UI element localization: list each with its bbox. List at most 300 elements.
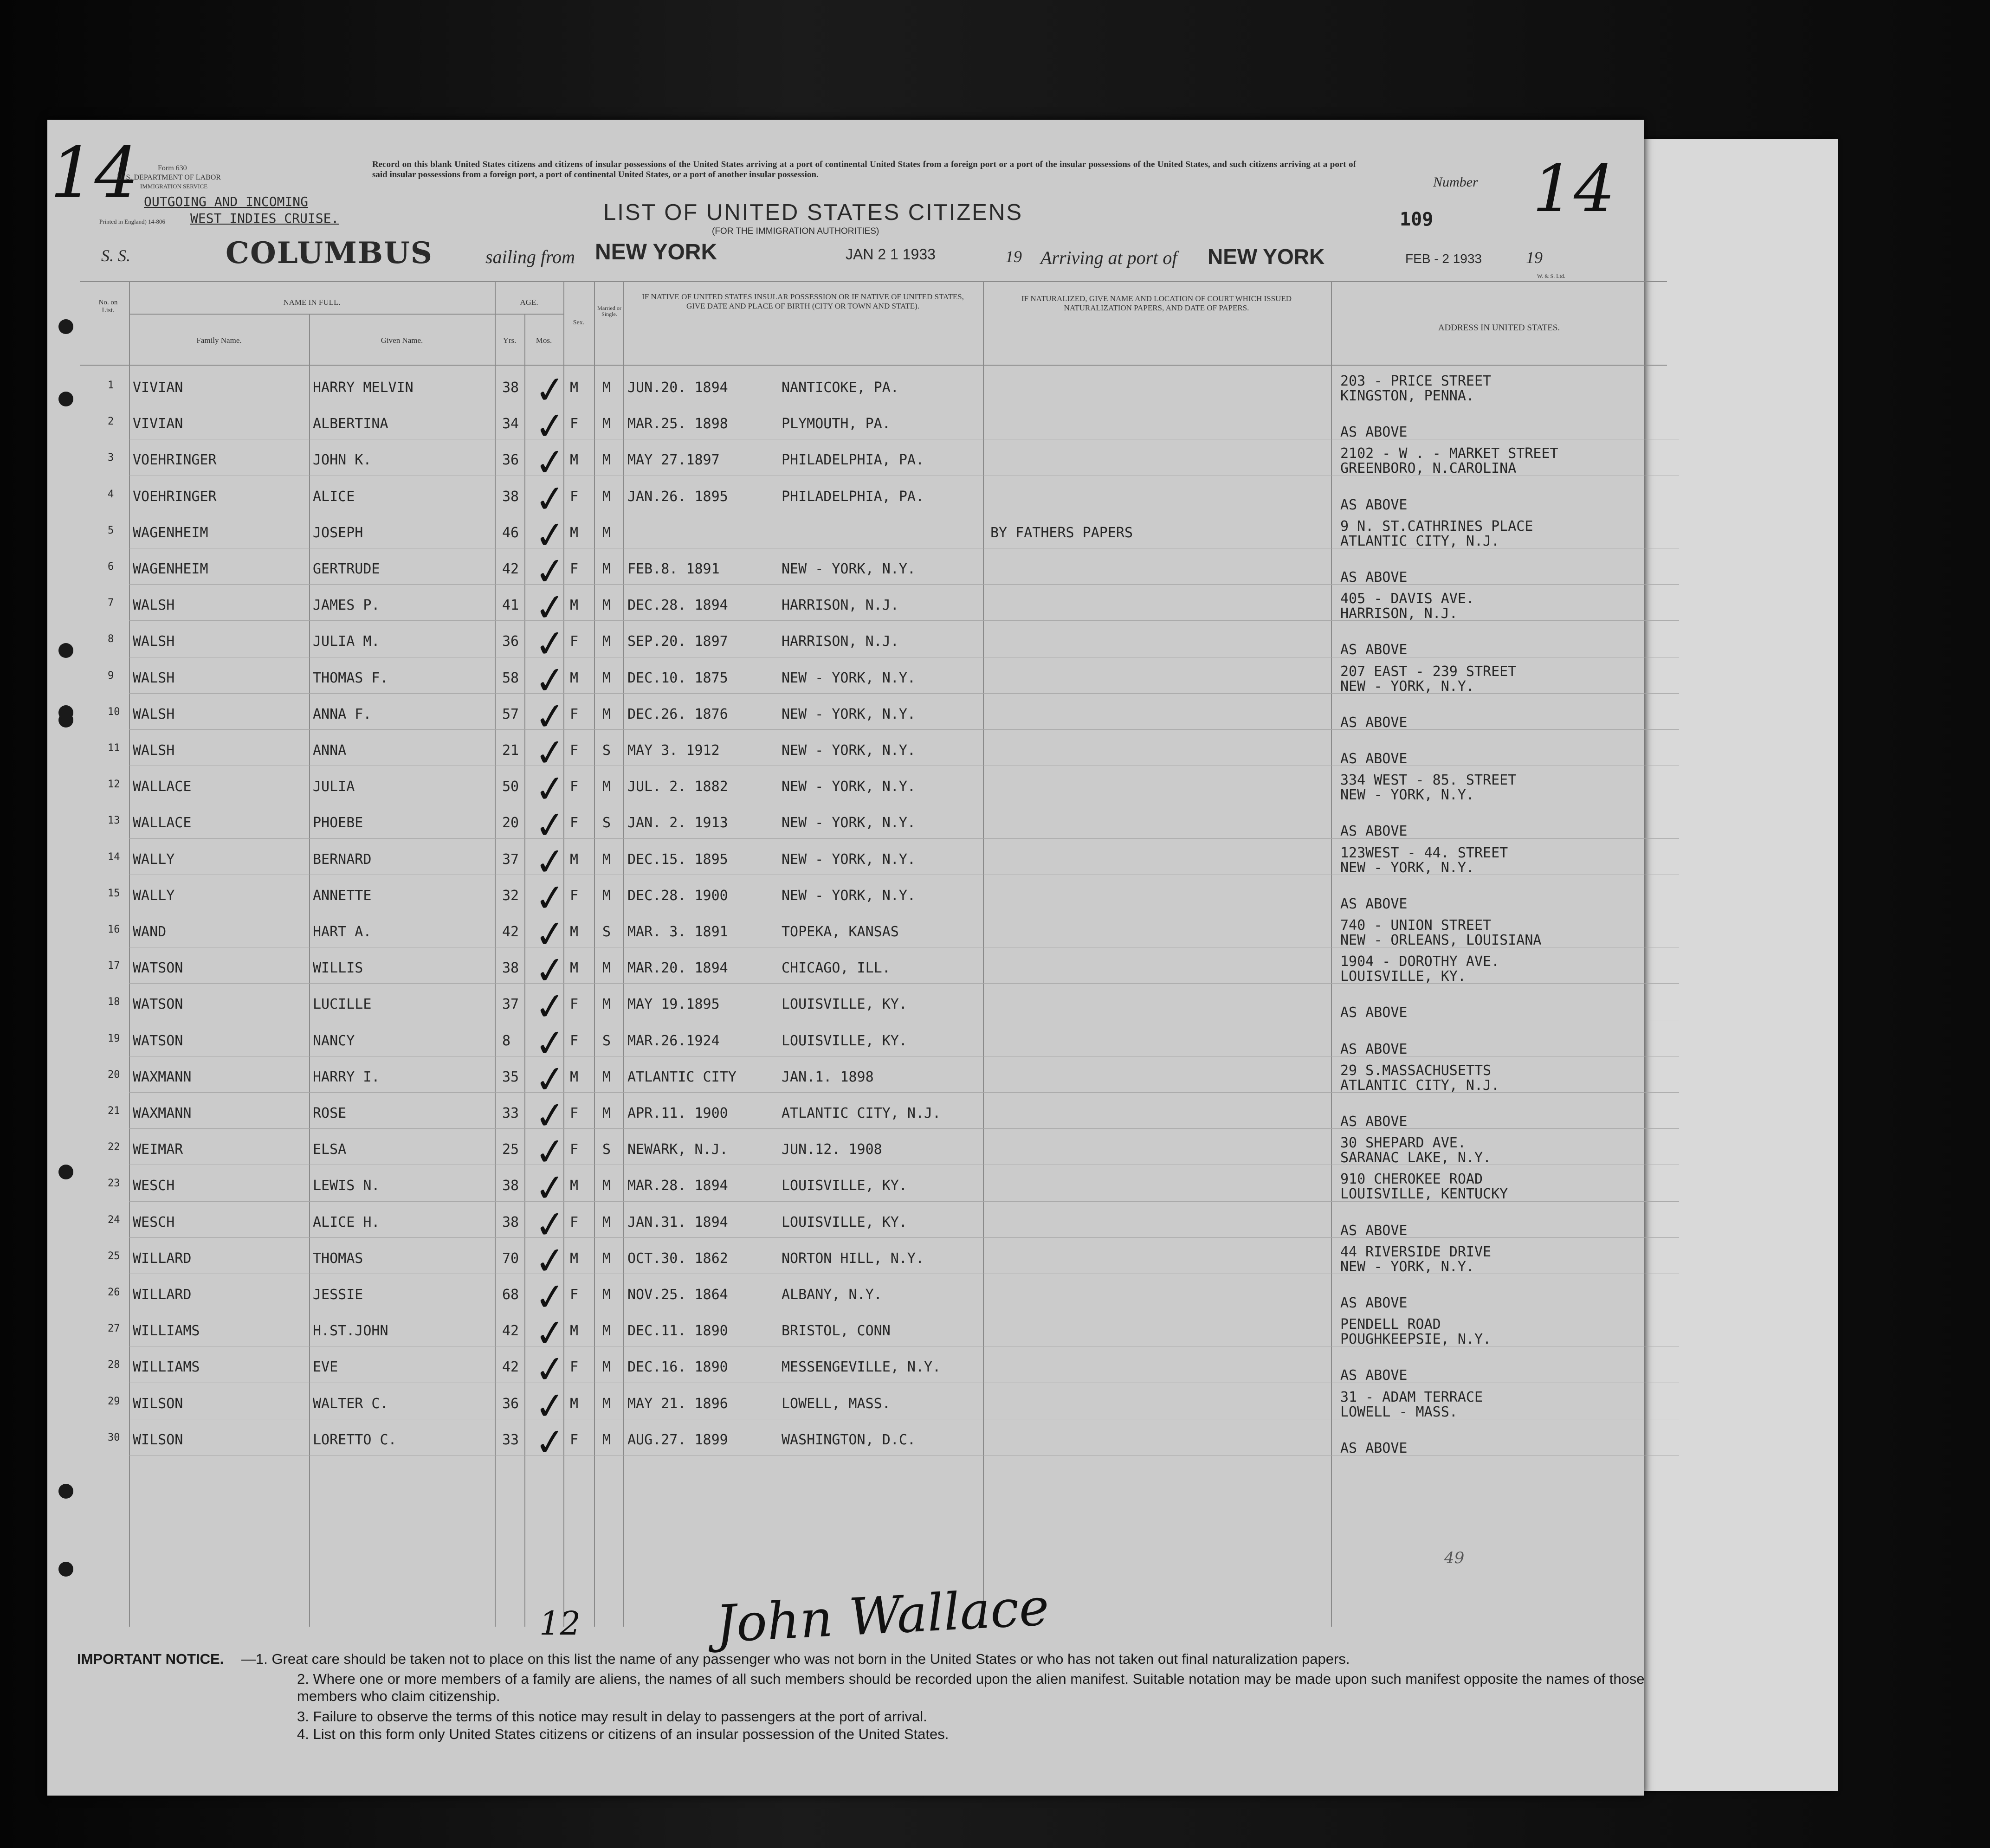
arrival-date: FEB - 2 1933 xyxy=(1405,251,1482,266)
marital-status: M xyxy=(602,996,611,1013)
age-years: 21 xyxy=(502,742,519,759)
given-name: BERNARD xyxy=(313,851,372,868)
check-mark-icon: ✓ xyxy=(532,548,568,595)
marital-status: M xyxy=(602,706,611,722)
birth-place: ATLANTIC CITY, N.J. xyxy=(782,1105,941,1121)
sex: F xyxy=(570,1287,579,1303)
ship-name: COLUMBUS xyxy=(226,236,433,270)
sex: F xyxy=(570,633,579,650)
row-number: 12 xyxy=(108,779,120,791)
address-line-2: LOUISVILLE, KENTUCKY xyxy=(1340,1186,1508,1203)
row-number: 3 xyxy=(108,452,114,464)
sex: F xyxy=(570,779,579,795)
given-name: LEWIS N. xyxy=(313,1178,380,1194)
age-years: 34 xyxy=(502,416,519,432)
check-mark-icon: ✓ xyxy=(532,476,568,522)
marital-status: M xyxy=(602,1431,611,1448)
birth-date: JAN.26. 1895 xyxy=(627,488,728,505)
given-name: EVE xyxy=(313,1359,338,1376)
family-name: WAXMANN xyxy=(133,1105,192,1121)
marital-status: M xyxy=(602,633,611,650)
row-number: 2 xyxy=(108,416,114,428)
naturalization: BY FATHERS PAPERS xyxy=(990,524,1133,541)
birth-place: NEW - YORK, N.Y. xyxy=(782,815,916,831)
given-name: GERTRUDE xyxy=(313,561,380,577)
age-years: 42 xyxy=(502,1323,519,1339)
birth-date: DEC.28. 1894 xyxy=(627,597,728,614)
age-years: 38 xyxy=(502,1178,519,1194)
col-no-header: No. on List. xyxy=(98,299,118,314)
sex: M xyxy=(570,380,579,396)
address-line-2: NEW - ORLEANS, LOUISIANA xyxy=(1340,932,1542,948)
sex: F xyxy=(570,416,579,432)
given-name: THOMAS F. xyxy=(313,670,388,686)
address-line-2: GREENBORO, N.CAROLINA xyxy=(1340,460,1517,477)
sex: F xyxy=(570,887,579,904)
address-line-2: POUGHKEEPSIE, N.Y. xyxy=(1340,1331,1492,1348)
signature: John Wallace xyxy=(714,1577,1051,1654)
birth-place: LOUISVILLE, KY. xyxy=(782,1214,907,1230)
birth-date: DEC.28. 1900 xyxy=(627,887,728,904)
marital-status: M xyxy=(602,416,611,432)
address-line-2: AS ABOVE xyxy=(1340,1041,1408,1057)
given-name: WILLIS xyxy=(313,960,363,977)
family-name: WILSON xyxy=(133,1431,183,1448)
sex: M xyxy=(570,1395,579,1412)
col-given-header: Given Name. xyxy=(381,336,423,345)
family-name: WALSH xyxy=(133,742,175,759)
family-name: WATSON xyxy=(133,1032,183,1049)
check-mark-icon: ✓ xyxy=(532,729,568,776)
given-name: JULIA M. xyxy=(313,633,380,650)
birth-date: DEC.16. 1890 xyxy=(627,1359,728,1376)
sex: F xyxy=(570,561,579,577)
row-number: 11 xyxy=(108,742,120,754)
address-line-1: 740 - UNION STREET xyxy=(1340,917,1492,934)
marital-status: M xyxy=(602,1323,611,1339)
birth-date: DEC.26. 1876 xyxy=(627,706,728,722)
row-number: 10 xyxy=(108,706,120,718)
cruise-name: WEST INDIES CRUISE. xyxy=(190,211,339,226)
address-line-2: AS ABOVE xyxy=(1340,1004,1408,1021)
given-name: JOSEPH xyxy=(313,524,363,541)
check-mark-icon: ✓ xyxy=(532,838,568,885)
address-line-2: AS ABOVE xyxy=(1340,496,1408,513)
birth-place: LOUISVILLE, KY. xyxy=(782,1178,907,1194)
birth-place: JAN.1. 1898 xyxy=(782,1069,874,1085)
sex: F xyxy=(570,1359,579,1376)
page-title: LIST OF UNITED STATES CITIZENS xyxy=(603,200,1023,225)
birth-place: TOPEKA, KANSAS xyxy=(782,924,899,940)
family-name: WILLIAMS xyxy=(133,1359,200,1376)
notice-item-3: 3. Failure to observe the terms of this notice may result in delay to passengers at the port of arrival. xyxy=(297,1708,927,1725)
age-years: 32 xyxy=(502,887,519,904)
family-name: WATSON xyxy=(133,996,183,1013)
birth-place: LOWELL, MASS. xyxy=(782,1395,891,1412)
birth-date: JUN.20. 1894 xyxy=(627,380,728,396)
check-mark-icon: ✓ xyxy=(532,693,568,740)
birth-date: APR.11. 1900 xyxy=(627,1105,728,1121)
address-line-2: AS ABOVE xyxy=(1340,1367,1408,1384)
marital-status: M xyxy=(602,779,611,795)
marital-status: M xyxy=(602,380,611,396)
row-divider xyxy=(129,729,1679,730)
birth-date: FEB.8. 1891 xyxy=(627,561,720,577)
address-line-1: 123WEST - 44. STREET xyxy=(1340,844,1508,861)
marital-status: S xyxy=(602,1032,611,1049)
birth-date: AUG.27. 1899 xyxy=(627,1431,728,1448)
year-prefix-arrival: 19 xyxy=(1526,248,1543,267)
col-name-header: NAME IN FULL. xyxy=(283,298,341,307)
sex: F xyxy=(570,815,579,831)
birth-date: MAR.28. 1894 xyxy=(627,1178,728,1194)
family-name: WILLARD xyxy=(133,1287,192,1303)
birth-date: OCT.30. 1862 xyxy=(627,1250,728,1267)
marital-status: M xyxy=(602,597,611,614)
family-name: VOEHRINGER xyxy=(133,452,217,469)
check-mark-icon: ✓ xyxy=(532,802,568,849)
check-mark-icon: ✓ xyxy=(532,1056,568,1103)
check-mark-icon: ✓ xyxy=(532,1346,568,1393)
row-divider xyxy=(129,584,1679,585)
ss-label: S. S. xyxy=(101,246,130,265)
birth-place: LOUISVILLE, KY. xyxy=(782,1032,907,1049)
age-years: 8 xyxy=(502,1032,511,1049)
sailing-from-port: NEW YORK xyxy=(595,240,717,264)
form-number: Form 630 xyxy=(158,164,187,172)
birth-date: DEC.15. 1895 xyxy=(627,851,728,868)
sex: M xyxy=(570,524,579,541)
family-name: WALSH xyxy=(133,633,175,650)
departure-date: JAN 2 1 1933 xyxy=(846,246,936,263)
col-yrs-header: Yrs. xyxy=(503,336,517,345)
marital-status: M xyxy=(602,1105,611,1121)
address-line-2: AS ABOVE xyxy=(1340,642,1408,658)
marital-status: M xyxy=(602,524,611,541)
row-number: 24 xyxy=(108,1214,120,1226)
marital-status: M xyxy=(602,1395,611,1412)
marital-status: M xyxy=(602,452,611,469)
address-line-2: LOUISVILLE, KY. xyxy=(1340,968,1466,985)
given-name: HARRY MELVIN xyxy=(313,380,414,396)
family-name: WATSON xyxy=(133,960,183,977)
birth-date: MAR.26.1924 xyxy=(627,1032,720,1049)
punch-hole xyxy=(58,643,73,658)
row-number: 23 xyxy=(108,1178,120,1190)
col-age-header: AGE. xyxy=(520,298,538,307)
age-years: 38 xyxy=(502,380,519,396)
address-line-1: 405 - DAVIS AVE. xyxy=(1340,591,1474,607)
row-number: 7 xyxy=(108,597,114,609)
punch-hole xyxy=(58,392,73,406)
check-mark-icon: ✓ xyxy=(532,367,568,413)
given-name: WALTER C. xyxy=(313,1395,388,1412)
given-name: HART A. xyxy=(313,924,372,940)
address-line-2: AS ABOVE xyxy=(1340,569,1408,586)
punch-hole xyxy=(58,319,73,334)
sex: M xyxy=(570,1323,579,1339)
family-name: WAGENHEIM xyxy=(133,561,208,577)
sex: M xyxy=(570,851,579,868)
number-label: Number xyxy=(1433,174,1478,190)
arriving-port: NEW YORK xyxy=(1208,245,1325,269)
handwritten-count: 12 xyxy=(539,1604,581,1642)
given-name: JESSIE xyxy=(313,1287,363,1303)
age-years: 68 xyxy=(502,1287,519,1303)
family-name: WAND xyxy=(133,924,167,940)
family-name: WILLARD xyxy=(133,1250,192,1267)
row-number: 28 xyxy=(108,1359,120,1371)
given-name: THOMAS xyxy=(313,1250,363,1267)
age-years: 35 xyxy=(502,1069,519,1085)
address-line-2: AS ABOVE xyxy=(1340,1295,1408,1311)
check-mark-icon: ✓ xyxy=(532,1201,568,1248)
address-line-2: ATLANTIC CITY, N.J. xyxy=(1340,533,1500,549)
birth-place: CHICAGO, ILL. xyxy=(782,960,891,977)
birth-date: NOV.25. 1864 xyxy=(627,1287,728,1303)
birth-date: NEWARK, N.J. xyxy=(627,1141,728,1158)
address-line-1: 207 EAST - 239 STREET xyxy=(1340,663,1517,680)
address-line-1: 29 S.MASSACHUSETTS xyxy=(1340,1062,1492,1079)
address-line-1: 31 - ADAM TERRACE xyxy=(1340,1389,1483,1405)
col-address-header: ADDRESS IN UNITED STATES. xyxy=(1438,323,1560,333)
address-line-2: AS ABOVE xyxy=(1340,895,1408,912)
address-line-2: AS ABOVE xyxy=(1340,751,1408,767)
check-mark-icon: ✓ xyxy=(532,1237,568,1284)
row-number: 5 xyxy=(108,524,114,536)
sex: M xyxy=(570,1178,579,1194)
age-years: 42 xyxy=(502,1359,519,1376)
family-name: WESCH xyxy=(133,1178,175,1194)
birth-place: PLYMOUTH, PA. xyxy=(782,416,891,432)
row-number: 26 xyxy=(108,1287,120,1298)
age-years: 33 xyxy=(502,1431,519,1448)
sex: F xyxy=(570,1214,579,1230)
manifest-sheet xyxy=(47,120,1644,1796)
birth-place: BRISTOL, CONN xyxy=(782,1323,891,1339)
punch-hole xyxy=(58,1484,73,1499)
birth-place: NORTON HILL, N.Y. xyxy=(782,1250,924,1267)
stamped-number: 109 xyxy=(1400,209,1434,230)
family-name: WESCH xyxy=(133,1214,175,1230)
age-years: 57 xyxy=(502,706,519,722)
family-name: WALSH xyxy=(133,597,175,614)
row-divider xyxy=(129,1128,1679,1129)
marital-status: S xyxy=(602,924,611,940)
age-years: 41 xyxy=(502,597,519,614)
family-name: WILLIAMS xyxy=(133,1323,200,1339)
row-number: 14 xyxy=(108,851,120,863)
row-number: 21 xyxy=(108,1105,120,1117)
birth-place: HARRISON, N.J. xyxy=(782,597,899,614)
birth-date: MAY 19.1895 xyxy=(627,996,720,1013)
age-years: 36 xyxy=(502,633,519,650)
check-mark-icon: ✓ xyxy=(532,621,568,667)
marital-status: S xyxy=(602,1141,611,1158)
age-years: 33 xyxy=(502,1105,519,1121)
family-name: WEIMAR xyxy=(133,1141,183,1158)
birth-date: JAN.31. 1894 xyxy=(627,1214,728,1230)
address-line-2: AS ABOVE xyxy=(1340,424,1408,441)
address-line-2: AS ABOVE xyxy=(1340,823,1408,840)
address-line-1: 9 N. ST.CATHRINES PLACE xyxy=(1340,518,1533,534)
row-number: 29 xyxy=(108,1395,120,1407)
birth-place: PHILADELPHIA, PA. xyxy=(782,488,924,505)
marital-status: M xyxy=(602,1359,611,1376)
check-mark-icon: ✓ xyxy=(532,1274,568,1320)
age-years: 38 xyxy=(502,488,519,505)
address-line-1: PENDELL ROAD xyxy=(1340,1316,1441,1333)
check-mark-icon: ✓ xyxy=(532,947,568,994)
birth-date: MAR.25. 1898 xyxy=(627,416,728,432)
birth-place: ALBANY, N.Y. xyxy=(782,1287,882,1303)
family-name: WALLACE xyxy=(133,815,192,831)
printer-mark: W. & S. Ltd. xyxy=(1537,273,1565,279)
given-name: ANNETTE xyxy=(313,887,372,904)
sex: F xyxy=(570,1105,579,1121)
row-number: 20 xyxy=(108,1069,120,1081)
given-name: ANNA F. xyxy=(313,706,372,722)
col-mos-header: Mos. xyxy=(536,336,552,345)
given-name: JULIA xyxy=(313,779,355,795)
notice-heading: IMPORTANT NOTICE. xyxy=(77,1651,224,1667)
birth-date: ATLANTIC CITY xyxy=(627,1069,737,1085)
family-name: WILSON xyxy=(133,1395,183,1412)
address-line-2: AS ABOVE xyxy=(1340,1222,1408,1239)
year-prefix-departure: 19 xyxy=(1005,247,1022,266)
address-line-1: 30 SHEPARD AVE. xyxy=(1340,1135,1466,1152)
family-name: WALLY xyxy=(133,851,175,868)
arriving-label: Arriving at port of xyxy=(1040,247,1177,268)
sex: M xyxy=(570,452,579,469)
row-number: 30 xyxy=(108,1431,120,1443)
sex: F xyxy=(570,742,579,759)
age-years: 42 xyxy=(502,561,519,577)
address-line-1: 2102 - W . - MARKET STREET xyxy=(1340,445,1558,462)
check-mark-icon: ✓ xyxy=(532,1310,568,1357)
given-name: JAMES P. xyxy=(313,597,380,614)
row-number: 4 xyxy=(108,488,114,500)
given-name: NANCY xyxy=(313,1032,355,1049)
check-mark-icon: ✓ xyxy=(532,1128,568,1175)
row-divider xyxy=(129,1237,1679,1238)
age-years: 37 xyxy=(502,851,519,868)
sex: M xyxy=(570,1250,579,1267)
birth-place: NEW - YORK, N.Y. xyxy=(782,779,916,795)
check-mark-icon: ✓ xyxy=(532,657,568,703)
marital-status: M xyxy=(602,1069,611,1085)
row-number: 18 xyxy=(108,996,120,1008)
marital-status: M xyxy=(602,670,611,686)
handwritten-note: 49 xyxy=(1444,1549,1465,1567)
birth-date: JAN. 2. 1913 xyxy=(627,815,728,831)
address-line-2: NEW - YORK, N.Y. xyxy=(1340,1258,1474,1275)
age-years: 70 xyxy=(502,1250,519,1267)
row-number: 8 xyxy=(108,633,114,645)
sex: F xyxy=(570,1141,579,1158)
birth-date: MAY 27.1897 xyxy=(627,452,720,469)
punch-hole xyxy=(58,1562,73,1577)
marital-status: S xyxy=(602,742,611,759)
given-name: H.ST.JOHN xyxy=(313,1323,388,1339)
check-mark-icon: ✓ xyxy=(532,875,568,921)
marital-status: M xyxy=(602,887,611,904)
address-line-2: AS ABOVE xyxy=(1340,714,1408,731)
address-line-2: ATLANTIC CITY, N.J. xyxy=(1340,1077,1500,1094)
check-mark-icon: ✓ xyxy=(532,439,568,486)
family-name: VIVIAN xyxy=(133,380,183,396)
given-name: ALICE xyxy=(313,488,355,505)
notice-item-2: 2. Where one or more members of a family are aliens, the names of all such members should be recorded upon the alien manifest. Suitable notation may be made upon such manifest opposite the names of those members who claim citizenship. xyxy=(297,1671,1645,1705)
birth-place: MESSENGEVILLE, N.Y. xyxy=(782,1359,941,1376)
check-mark-icon: ✓ xyxy=(532,584,568,631)
family-name: WALLY xyxy=(133,887,175,904)
birth-date: SEP.20. 1897 xyxy=(627,633,728,650)
address-line-1: 1904 - DOROTHY AVE. xyxy=(1340,953,1500,970)
family-name: VIVIAN xyxy=(133,416,183,432)
check-mark-icon: ✓ xyxy=(532,1020,568,1066)
given-name: HARRY I. xyxy=(313,1069,380,1085)
punch-hole xyxy=(58,705,73,720)
check-mark-icon: ✓ xyxy=(532,911,568,958)
sex: F xyxy=(570,996,579,1013)
age-years: 36 xyxy=(502,452,519,469)
birth-place: NEW - YORK, N.Y. xyxy=(782,851,916,868)
birth-date: MAY 3. 1912 xyxy=(627,742,720,759)
age-years: 25 xyxy=(502,1141,519,1158)
check-mark-icon: ✓ xyxy=(532,1092,568,1139)
birth-place: NEW - YORK, N.Y. xyxy=(782,561,916,577)
sailing-from-label: sailing from xyxy=(485,246,575,267)
page-subtitle: (FOR THE IMMIGRATION AUTHORITIES) xyxy=(712,226,879,236)
given-name: LORETTO C. xyxy=(313,1431,397,1448)
col-naturalized-header: IF NATURALIZED, GIVE NAME AND LOCATION OF COURT WHICH ISSUED NATURALIZATION PAPERS, AND DATE OF PAPERS. xyxy=(1021,294,1292,312)
marital-status: M xyxy=(602,1250,611,1267)
given-name: JOHN K. xyxy=(313,452,372,469)
birth-date: DEC.10. 1875 xyxy=(627,670,728,686)
row-number: 25 xyxy=(108,1250,120,1262)
address-line-2: KINGSTON, PENNA. xyxy=(1340,388,1474,404)
row-divider xyxy=(129,838,1679,839)
family-name: WALSH xyxy=(133,670,175,686)
birth-date: MAR. 3. 1891 xyxy=(627,924,728,940)
family-name: VOEHRINGER xyxy=(133,488,217,505)
row-number: 13 xyxy=(108,815,120,827)
age-years: 20 xyxy=(502,815,519,831)
sex: M xyxy=(570,597,579,614)
service: IMMIGRATION SERVICE xyxy=(140,183,208,190)
birth-date: DEC.11. 1890 xyxy=(627,1323,728,1339)
sex: F xyxy=(570,488,579,505)
check-mark-icon: ✓ xyxy=(532,1383,568,1429)
age-years: 38 xyxy=(502,1214,519,1230)
row-number: 22 xyxy=(108,1141,120,1153)
age-years: 46 xyxy=(502,524,519,541)
birth-date: MAY 21. 1896 xyxy=(627,1395,728,1412)
address-line-2: AS ABOVE xyxy=(1340,1440,1408,1456)
printer-info: Printed in England) 14-806 xyxy=(99,218,165,225)
marital-status: M xyxy=(602,488,611,505)
given-name: ALICE H. xyxy=(313,1214,380,1230)
birth-place: HARRISON, N.J. xyxy=(782,633,899,650)
row-number: 15 xyxy=(108,887,120,899)
birth-place: NEW - YORK, N.Y. xyxy=(782,670,916,686)
check-mark-icon: ✓ xyxy=(532,1419,568,1466)
check-mark-icon: ✓ xyxy=(532,984,568,1030)
marital-status: M xyxy=(602,851,611,868)
check-mark-icon: ✓ xyxy=(532,1165,568,1211)
birth-date: JUL. 2. 1882 xyxy=(627,779,728,795)
